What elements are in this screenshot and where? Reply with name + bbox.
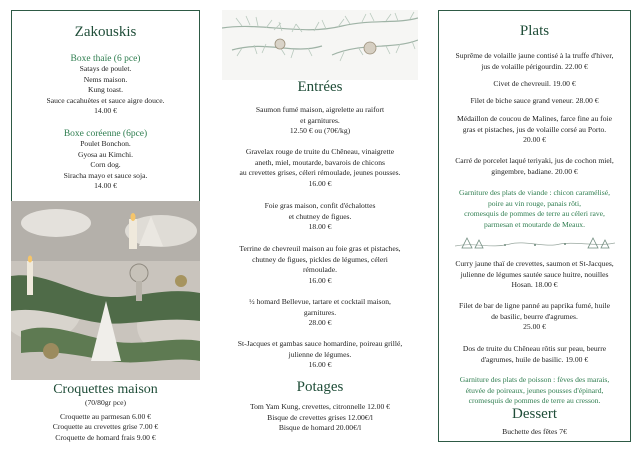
plat-line: Carré de porcelet laqué teriyaki, jus de cochon miel, [455,156,614,165]
entree-line: Saumon fumé maison, aigrelette au raifort [255,105,385,114]
garniture-line: cromesquis de pommes de terre au cresson. [468,396,601,406]
garniture-line: Garniture des plats de viande : chicon caramélisé, [459,188,610,197]
entree-line: Gravelax rouge de truite du Chêneau, vinaigrette [245,147,395,156]
plat-line: jus de volaille périgourdin. 22.00 € [481,61,588,71]
croquettes-title: Croquettes maison [53,382,158,397]
plat-line: Filet de bar de ligne panné au paprika fumé, huile [459,301,610,310]
plat-item [439,114,630,146]
plat-line: Filet de biche sauce grand veneur. 28.00 € [470,96,599,105]
pine-branch-icon [222,10,418,80]
christmas-table-illustration [11,201,200,380]
boxe-coreenne-item: Gyosa au Kimchi. [77,149,134,159]
dessert-title: Dessert [512,406,557,422]
plat-item [439,79,630,90]
plat-line: gras et pistaches, jus de volaille corsé au Porto. [462,124,607,134]
entree-line: et garnitures. [300,115,340,125]
plat-line: Médaillon de coucou de Malines, farce fine au foie [457,114,612,123]
entree-price: 16.00 € [308,178,332,188]
croquette-item: Croquette au crevettes grise 7.00 € [52,422,159,432]
plat-item [439,301,630,333]
christmas-tree-divider-icon [455,234,615,252]
boxe-thai-price: 14.00 € [94,106,117,116]
potage-item: Bisque de crevettes grises 12.00€/l [267,412,373,422]
pine-branches-decoration [222,10,418,80]
garniture-poisson [439,375,630,407]
entree-price: 18.00 € [308,222,332,232]
plats-panel [438,10,631,442]
plat-item [439,156,630,177]
zakouskis-panel [11,10,200,442]
plat-line: 25.00 € [523,322,546,332]
tree-divider [439,234,630,252]
entree-line: chutney de figues, pickles de légumes, céleri [252,254,388,264]
entree-price: 28.00 € [308,318,332,328]
entree-line: au crevettes grises, céleri rémoulade, jeunes pousses. [239,168,401,178]
zakouskis-box [11,10,200,201]
boxe-coreenne-item: Siracha mayo et sauce soja. [63,170,148,180]
garniture-line: poire au vin rouge, panais rôti, [488,198,581,208]
entree-price: 16.00 € [308,275,332,285]
potage-item: Bisque de homard 20.00€/l [278,423,362,433]
plat-line: d'agrumes, huile de basilic. 19.00 € [480,354,589,364]
garniture-line: Garniture des plats de poisson : fèves des marais, [459,375,610,384]
boxe-thai-item: Satays de poulet. [79,64,132,73]
plat-line: Hosan. 18.00 € [511,280,558,290]
boxe-coreenne-item: Poulet Bonchon. [80,138,131,148]
plat-item [439,96,630,107]
boxe-coreenne-price: 14.00 € [94,181,117,191]
croquettes-section [11,380,200,442]
entree-line: garnitures. [303,307,337,317]
entree-line: ½ homard Bellevue, tartare et cocktail maison, [249,297,391,306]
boxe-thai-item: Sauce cacahuètes et sauce aigre douce. [46,95,165,105]
plat-item [439,51,630,72]
entree-item [218,244,422,286]
christmas-table-photo [11,201,200,380]
dessert-item: Buchette des fêtes 7€ [502,427,567,436]
plat-line: julienne de légumes sautée sauce huitre, nouilles [460,269,609,279]
croquette-item: Croquette au parmesan 6.00 € [60,411,151,421]
plat-line: Suprême de volaille jaune contisé à la truffe d'hiver, [455,51,614,60]
plat-item [439,259,630,291]
entree-item [218,339,422,371]
plat-line: gingembre, badiane. 20.00 € [491,166,578,176]
entree-item [218,297,422,329]
boxe-coreenne-title: Boxe coréenne (6pce) [63,128,148,139]
plat-line: Curry jaune thaï de crevettes, saumon et St-Jacques, [455,259,614,268]
potage-item: Tom Yam Kung, crevettes, citronnelle 12.00 € [250,402,390,411]
garniture-line: cromesquis de pommes de terre au céleri rave, [464,209,605,219]
boxe-thai-title: Boxe thaïe (6 pce) [70,54,141,64]
entrees-title: Entrées [297,79,343,95]
plat-line: 20.00 € [523,135,546,145]
entree-line: rémoulade. [303,265,337,275]
garniture-line: parmesan et moutarde de Meaux. [484,219,585,229]
plat-line: Civet de chevreuil. 19.00 € [493,79,576,88]
entrees-panel [218,10,422,442]
entree-item [218,147,422,189]
entree-item [218,105,422,137]
garniture-line: étuvée de poireaux, jeunes pousses d'épinard, [465,385,604,395]
zakouskis-title: Zakouskis [74,24,137,40]
entree-line: et chutney de figues. [288,211,352,221]
potages-title: Potages [296,379,344,395]
entree-line: aneth, miel, moutarde, bavarois de chicons [255,157,385,167]
plat-line: Dos de truite du Chêneau rôtis sur peau, beurre [462,344,607,353]
entree-line: Terrine de chevreuil maison au foie gras et pistaches, [239,244,401,253]
plat-line: de basilic, beurre d'agrumes. [491,311,578,321]
boxe-thai-item: Kung toast. [87,85,123,95]
plats-title: Plats [519,23,550,39]
boxe-coreenne-item: Corn dog. [90,160,121,170]
potages-list [218,402,422,434]
croquette-item: Croquette de homard frais 9.00 € [55,432,156,442]
entree-price: 12.50 € ou (70€/kg) [289,126,351,136]
entree-line: St-Jacques et gambas sauce homardine, poireau grillé, [237,339,403,348]
boxe-thai-item: Nems maison. [83,74,128,84]
entree-price: 16.00 € [308,360,332,370]
croquettes-subtitle: (70/80gr pce) [84,398,127,407]
garniture-viande [439,188,630,230]
entree-line: Foie gras maison, confit d'échalottes [264,201,376,210]
entree-line: julienne de légumes. [288,349,352,359]
plat-item [439,344,630,365]
entree-item [218,201,422,233]
